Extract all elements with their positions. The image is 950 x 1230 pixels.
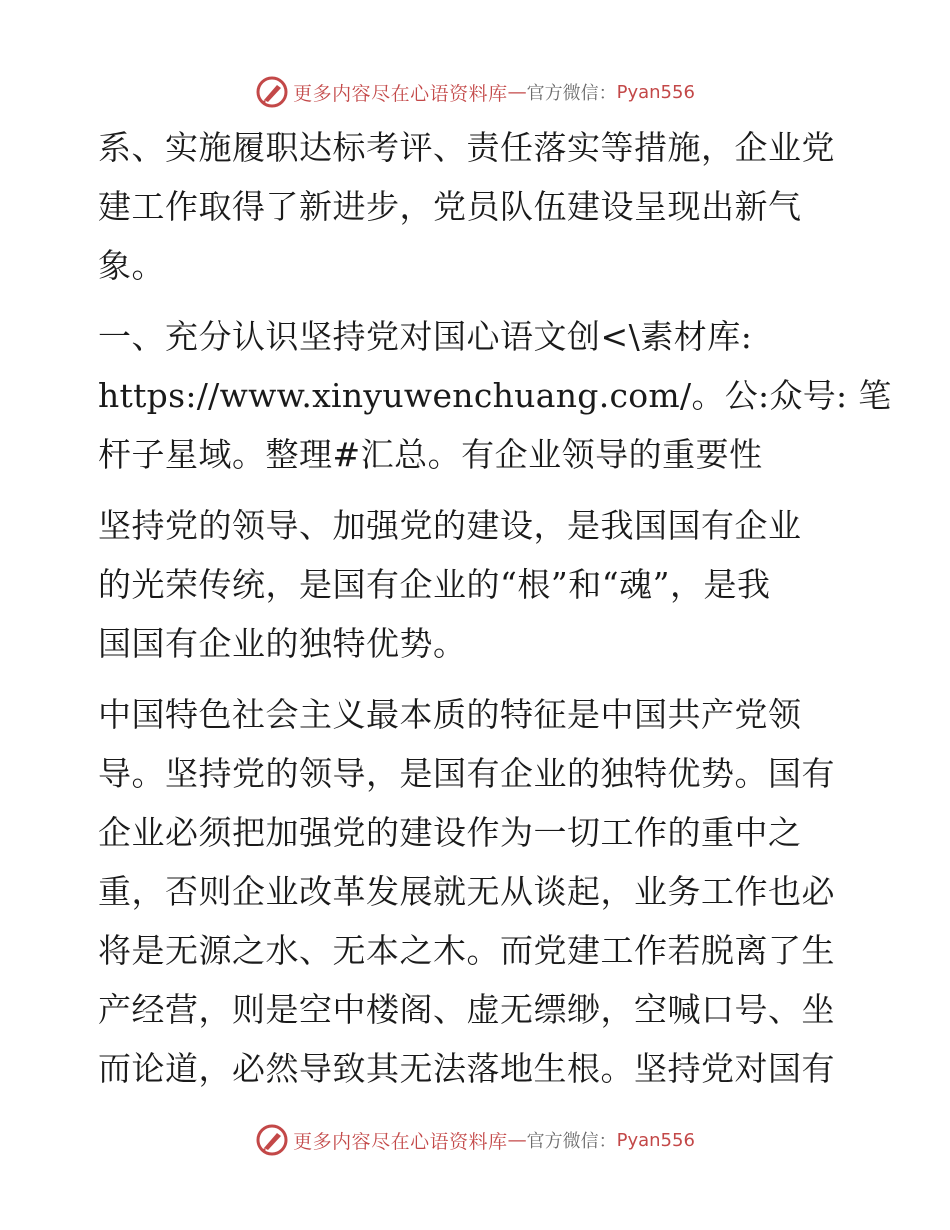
paragraph [98, 118, 853, 295]
text-line: 而论道，必然导致其无法落地生根。坚持党对国有 [98, 1049, 835, 1088]
text-line: 中国特色社会主义最本质的特征是中国共产党领 [98, 695, 802, 734]
text-line: 产经营，则是空中楼阁、虚无缥缈，空喊口号、坐 [98, 990, 835, 1029]
footer-watermark [0, 1120, 950, 1160]
section-heading-paragraph [98, 307, 892, 484]
header-watermark [0, 72, 950, 112]
watermark-dash: — [507, 81, 527, 103]
text-line: 坚持党的领导、加强党的建设，是我国国有企业 [98, 506, 802, 545]
watermark-dash: — [507, 1129, 527, 1151]
text-line: 的光荣传统，是国有企业的“根”和“魂”，是我 [98, 565, 771, 604]
paragraph [98, 685, 853, 1098]
paragraph [98, 496, 853, 673]
watermark-wechat-id: Pyan556 [616, 81, 695, 103]
text-line: 将是无源之水、无本之木。而党建工作若脱离了生 [98, 931, 835, 970]
pen-logo-icon [255, 75, 289, 109]
pen-logo-icon [255, 1123, 289, 1157]
text-line: https://www.xinyuwenchuang.com/。公:众号: 笔 [98, 376, 892, 415]
text-line: 建工作取得了新进步，党员队伍建设呈现出新气 [98, 187, 802, 226]
text-line: 重，否则企业改革发展就无从谈起，业务工作也必 [98, 872, 835, 911]
text-line: 象。 [98, 246, 165, 285]
text-line: 企业必须把加强党的建设作为一切工作的重中之 [98, 813, 802, 852]
text-line: 国国有企业的独特优势。 [98, 624, 467, 663]
text-line: 一、充分认识坚持党对国心语文创<\素材库: [98, 317, 753, 356]
text-line: 杆子星域。整理#汇总。有企业领导的重要性 [98, 435, 763, 474]
watermark-title: 更多内容尽在心语资料库 [293, 1130, 508, 1153]
watermark-wechat-id: Pyan556 [616, 1129, 695, 1151]
text-line: 导。坚持党的领导，是国有企业的独特优势。国有 [98, 754, 835, 793]
document-body [98, 118, 892, 1110]
watermark-label: 官方微信： [526, 1131, 617, 1152]
watermark-title: 更多内容尽在心语资料库 [293, 82, 508, 105]
watermark-label: 官方微信： [526, 83, 617, 104]
text-line: 系、实施履职达标考评、责任落实等措施，企业党 [98, 128, 835, 167]
